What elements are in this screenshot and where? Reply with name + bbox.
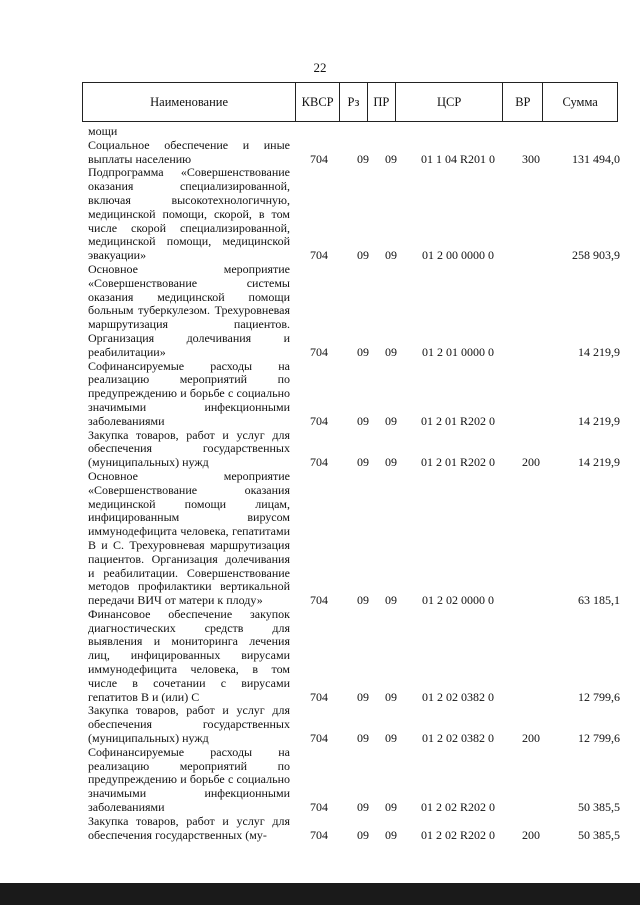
cell-kvsr: 704 <box>310 800 328 815</box>
cell-rz: 09 <box>357 731 369 746</box>
cell-rz: 09 <box>357 344 369 359</box>
cell-name: Закупка товаров, работ и услуг для обеспечения государственных (му- <box>88 813 290 842</box>
cell-sum: 50 385,5 <box>578 800 620 815</box>
cell-kvsr: 704 <box>310 455 328 470</box>
cell-name: Закупка товаров, работ и услуг для обеспечения государственных (муниципальных) нужд <box>88 703 290 746</box>
cell-sum: 14 219,9 <box>578 344 620 359</box>
cell-rz: 09 <box>357 413 369 428</box>
cell-name: Основное мероприятие «Совершенствование оказания медицинской помощи лицам, инфицированным вирусом иммунодефицита человека, гепатитами B и C. Трехуровневая маршрутизация пациентов. Организация долечивания и реабилитации. Совершенствование методов профилактики вертикальной передачи ВИЧ от матери к плоду» <box>88 468 290 608</box>
cell-name: мощи <box>88 124 118 138</box>
header-name: Наименование <box>83 83 296 121</box>
cell-sum: 131 494,0 <box>572 151 620 166</box>
cell-name: Софинансируемые расходы на реализацию мероприятий по предупреждению и борьбе с социально значимыми инфекционными заболеваниями <box>88 744 290 815</box>
cell-csr: 01 2 01 R202 0 <box>420 413 495 428</box>
cell-name: Финансовое обеспечение закупок диагностических средств для выявления и мониторинга лечения лиц, инфицированных вирусами иммунодефицита человека, в том числе в сочетании с вирусами гепатитов B и (или) C <box>88 606 290 704</box>
table-row <box>88 746 620 815</box>
cell-csr: 01 2 02 0382 0 <box>422 689 494 704</box>
cell-csr: 01 2 02 0382 0 <box>422 731 494 746</box>
cell-sum: 12 799,6 <box>578 731 620 746</box>
header-csr: ЦСР <box>396 83 504 121</box>
table-row <box>88 139 620 167</box>
cell-csr: 01 2 02 R202 0 <box>420 800 495 815</box>
cell-name: Социальное обеспечение и иные выплаты населению <box>88 137 290 166</box>
cell-rz: 09 <box>357 827 369 842</box>
cell-csr: 01 1 04 R201 0 <box>420 151 495 166</box>
table-row <box>88 608 620 705</box>
page-number: 22 <box>313 60 327 75</box>
cell-pr: 09 <box>385 248 397 263</box>
cell-pr: 09 <box>385 413 397 428</box>
cell-pr: 09 <box>385 689 397 704</box>
table-row <box>88 360 620 429</box>
cell-name: Софинансируемые расходы на реализацию мероприятий по предупреждению и борьбе с социально значимыми инфекционными заболеваниями <box>88 358 290 428</box>
cell-csr: 01 2 02 R202 0 <box>420 827 495 842</box>
header-vr: ВР <box>503 83 543 121</box>
cell-name: Основное мероприятие «Совершенствование системы оказания медицинской помощи больным туберкулезом. Трехуровневая маршрутизация пациентов. Организация долечивания и реабилитации» <box>88 261 290 359</box>
cell-kvsr: 704 <box>310 827 328 842</box>
cell-kvsr: 704 <box>310 151 328 166</box>
cell-rz: 09 <box>357 800 369 815</box>
cell-kvsr: 704 <box>310 413 328 428</box>
cell-pr: 09 <box>385 151 397 166</box>
cell-vr: 200 <box>522 827 540 842</box>
header-sum: Сумма <box>562 94 598 109</box>
header-rz: Рз <box>340 83 368 121</box>
header-kvsr: КВСР <box>296 83 340 121</box>
table-row <box>88 166 620 263</box>
table-row <box>88 263 620 360</box>
cell-pr: 09 <box>385 455 397 470</box>
table-row <box>88 815 620 843</box>
cell-sum: 12 799,6 <box>578 689 620 704</box>
cell-kvsr: 704 <box>310 344 328 359</box>
table-row <box>88 704 620 745</box>
cell-sum: 63 185,1 <box>578 593 620 608</box>
cell-sum: 14 219,9 <box>578 455 620 470</box>
cell-kvsr: 704 <box>310 689 328 704</box>
cell-kvsr: 704 <box>310 593 328 608</box>
cell-csr: 01 2 00 0000 0 <box>422 248 494 263</box>
cell-name: Закупка товаров, работ и услуг для обеспечения государственных (муниципальных) нужд <box>88 427 290 470</box>
cell-rz: 09 <box>357 593 369 608</box>
cell-pr: 09 <box>385 593 397 608</box>
cell-csr: 01 2 01 R202 0 <box>420 455 495 470</box>
cell-name: Подпрограмма «Совершенствование оказания специализированной, включая высокотехнологичную, медицинской помощи, скорой, в том числе скорой специализированной, медицинской помощи, медицинской эвакуации» <box>88 165 290 263</box>
table-body <box>88 125 620 842</box>
table-header <box>82 82 618 122</box>
cell-rz: 09 <box>357 151 369 166</box>
cell-kvsr: 704 <box>310 731 328 746</box>
cell-vr: 200 <box>522 731 540 746</box>
scan-edge-bar <box>0 883 640 905</box>
cell-sum: 50 385,5 <box>578 827 620 842</box>
cell-sum: 258 903,9 <box>572 248 620 263</box>
cell-pr: 09 <box>385 731 397 746</box>
header-pr: ПР <box>368 83 396 121</box>
table-row <box>88 470 620 608</box>
cell-pr: 09 <box>385 827 397 842</box>
cell-csr: 01 2 02 0000 0 <box>422 593 494 608</box>
cell-vr: 300 <box>522 151 540 166</box>
table-row <box>88 125 620 139</box>
cell-vr: 200 <box>522 455 540 470</box>
cell-sum: 14 219,9 <box>578 413 620 428</box>
cell-csr: 01 2 01 0000 0 <box>422 344 494 359</box>
cell-rz: 09 <box>357 689 369 704</box>
cell-rz: 09 <box>357 248 369 263</box>
cell-rz: 09 <box>357 455 369 470</box>
cell-pr: 09 <box>385 344 397 359</box>
cell-kvsr: 704 <box>310 248 328 263</box>
cell-pr: 09 <box>385 800 397 815</box>
table-row <box>88 429 620 470</box>
